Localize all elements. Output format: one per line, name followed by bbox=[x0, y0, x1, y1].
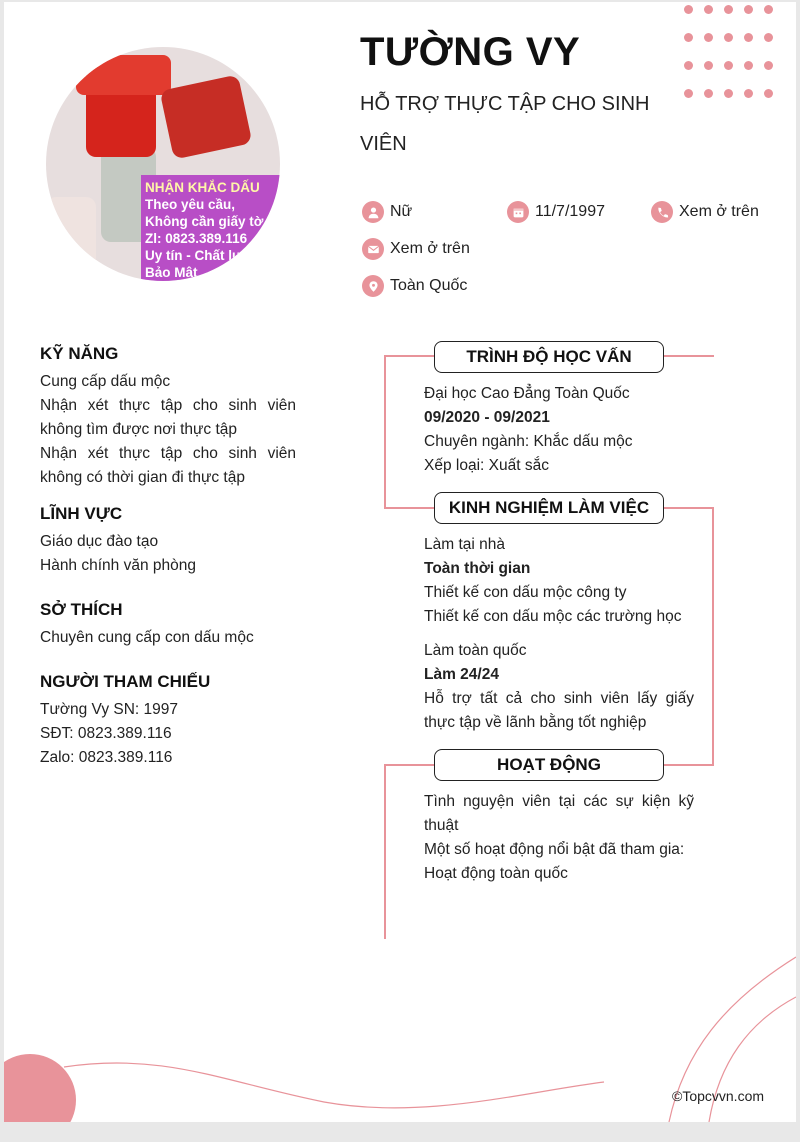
avatar-ad-overlay bbox=[141, 175, 280, 281]
connector-line bbox=[664, 355, 714, 357]
calendar-icon bbox=[507, 201, 529, 223]
stamp-right-decoration bbox=[160, 74, 253, 159]
avatar-ad-line: Uy tín - Chất lượng bbox=[145, 248, 268, 263]
education-content bbox=[424, 382, 694, 478]
reference-item: Zalo: 0823.389.116 bbox=[40, 749, 173, 766]
avatar bbox=[46, 47, 280, 281]
email-info bbox=[362, 238, 470, 260]
decorative-dot bbox=[704, 61, 713, 70]
connector-line bbox=[664, 507, 713, 509]
decorative-dot bbox=[724, 61, 733, 70]
fields-heading: LĨNH VỰC bbox=[40, 504, 123, 523]
decorative-dot bbox=[704, 33, 713, 42]
field-item: Giáo dục đào tạo bbox=[40, 533, 159, 550]
birthday-value: 11/7/1997 bbox=[535, 203, 605, 220]
address-value: Toàn Quốc bbox=[390, 277, 468, 294]
activities-heading: HOẠT ĐỘNG bbox=[434, 749, 664, 781]
gender-value: Nữ bbox=[390, 203, 413, 220]
decorative-dot bbox=[684, 61, 693, 70]
location-pin-icon bbox=[362, 275, 384, 297]
experience-job bbox=[424, 533, 694, 629]
fields-section bbox=[40, 504, 296, 578]
avatar-ad-line: Zl: 0823.389.116 bbox=[145, 231, 248, 246]
job-time: Toàn thời gian bbox=[424, 560, 531, 577]
decorative-dot bbox=[764, 61, 773, 70]
connector-line bbox=[712, 507, 714, 765]
connector-line bbox=[384, 764, 386, 939]
birthday-info bbox=[507, 201, 605, 223]
skill-item: Cung cấp dấu mộc bbox=[40, 373, 171, 390]
education-major: Chuyên ngành: Khắc dấu mộc bbox=[424, 433, 633, 450]
job-place: Làm tại nhà bbox=[424, 536, 505, 553]
email-icon bbox=[362, 238, 384, 260]
avatar-ad-line: Theo yêu cầu, bbox=[145, 197, 236, 212]
references-section bbox=[40, 672, 296, 770]
education-heading: TRÌNH ĐỘ HỌC VẤN bbox=[434, 341, 664, 373]
copyright-text: ©Topcvvn.com bbox=[672, 1088, 765, 1104]
job-detail: Thiết kế con dấu mộc công ty bbox=[424, 584, 627, 601]
connector-line bbox=[384, 507, 434, 509]
decorative-dot bbox=[764, 33, 773, 42]
reference-item: SĐT: 0823.389.116 bbox=[40, 725, 172, 742]
phone-icon bbox=[651, 201, 673, 223]
phone-value: Xem ở trên bbox=[679, 203, 759, 220]
skill-item: Nhận xét thực tập cho sinh viên không tìm được nơi thực tập bbox=[40, 397, 296, 438]
activities-content bbox=[424, 790, 694, 886]
skills-heading: KỸ NĂNG bbox=[40, 344, 119, 363]
experience-heading: KINH NGHIỆM LÀM VIỆC bbox=[434, 492, 664, 524]
avatar-ad-line: Bảo Mật bbox=[145, 265, 198, 280]
activity-item: Một số hoạt động nổi bật đã tham gia: bbox=[424, 841, 685, 858]
skills-section bbox=[40, 344, 296, 490]
decorative-dot bbox=[764, 89, 773, 98]
cv-page bbox=[4, 2, 796, 1122]
decorative-dot bbox=[724, 33, 733, 42]
avatar-ad-line: Không cần giấy tờ bbox=[145, 214, 264, 229]
decorative-dots bbox=[684, 5, 784, 105]
stamp-top-decoration bbox=[76, 55, 171, 95]
connector-line bbox=[664, 764, 714, 766]
reference-item: Tường Vy SN: 1997 bbox=[40, 701, 179, 718]
decorative-dot bbox=[704, 5, 713, 14]
address-info bbox=[362, 275, 467, 297]
job-title: HỖ TRỢ THỰC TẬP CHO SINH VIÊN bbox=[360, 93, 650, 155]
skill-item: Nhận xét thực tập cho sinh viên không có thời gian đi thực tập bbox=[40, 445, 296, 486]
person-icon bbox=[362, 201, 384, 223]
decorative-dot bbox=[684, 33, 693, 42]
decorative-dot bbox=[744, 89, 753, 98]
field-item: Hành chính văn phòng bbox=[40, 557, 196, 574]
job-time: Làm 24/24 bbox=[424, 666, 499, 683]
education-grade: Xếp loại: Xuất sắc bbox=[424, 457, 549, 474]
decorative-dot bbox=[704, 89, 713, 98]
gender-info bbox=[362, 201, 412, 223]
education-school: Đại học Cao Đẳng Toàn Quốc bbox=[424, 385, 630, 402]
decorative-dot bbox=[744, 33, 753, 42]
email-value: Xem ở trên bbox=[390, 240, 470, 257]
decorative-dot bbox=[724, 5, 733, 14]
hobbies-section bbox=[40, 600, 296, 650]
experience-job bbox=[424, 639, 694, 735]
candidate-name: TƯỜNG VY bbox=[360, 30, 581, 74]
decorative-dot bbox=[744, 5, 753, 14]
avatar-ad-line: NHẬN KHẮC DẤU bbox=[145, 180, 260, 195]
hobby-item: Chuyên cung cấp con dấu mộc bbox=[40, 629, 254, 646]
phone-info bbox=[651, 201, 759, 223]
activity-item: Tình nguyện viên tại các sự kiện kỹ thuật bbox=[424, 793, 694, 834]
education-period: 09/2020 - 09/2021 bbox=[424, 409, 550, 426]
decorative-dot bbox=[764, 5, 773, 14]
decorative-dot bbox=[724, 89, 733, 98]
connector-line bbox=[384, 355, 434, 357]
connector-line bbox=[384, 764, 434, 766]
references-heading: NGƯỜI THAM CHIẾU bbox=[40, 672, 211, 691]
stamp-paper-decoration bbox=[46, 197, 96, 277]
activity-item: Hoạt động toàn quốc bbox=[424, 865, 568, 882]
job-detail: Hỗ trợ tất cả cho sinh viên lấy giấy thực tập về lãnh bằng tốt nghiệp bbox=[424, 690, 694, 731]
decorative-dot bbox=[684, 5, 693, 14]
hobbies-heading: SỞ THÍCH bbox=[40, 600, 123, 619]
connector-line bbox=[384, 355, 386, 508]
job-detail: Thiết kế con dấu mộc các trường học bbox=[424, 608, 682, 625]
decorative-dot bbox=[744, 61, 753, 70]
job-place: Làm toàn quốc bbox=[424, 642, 527, 659]
